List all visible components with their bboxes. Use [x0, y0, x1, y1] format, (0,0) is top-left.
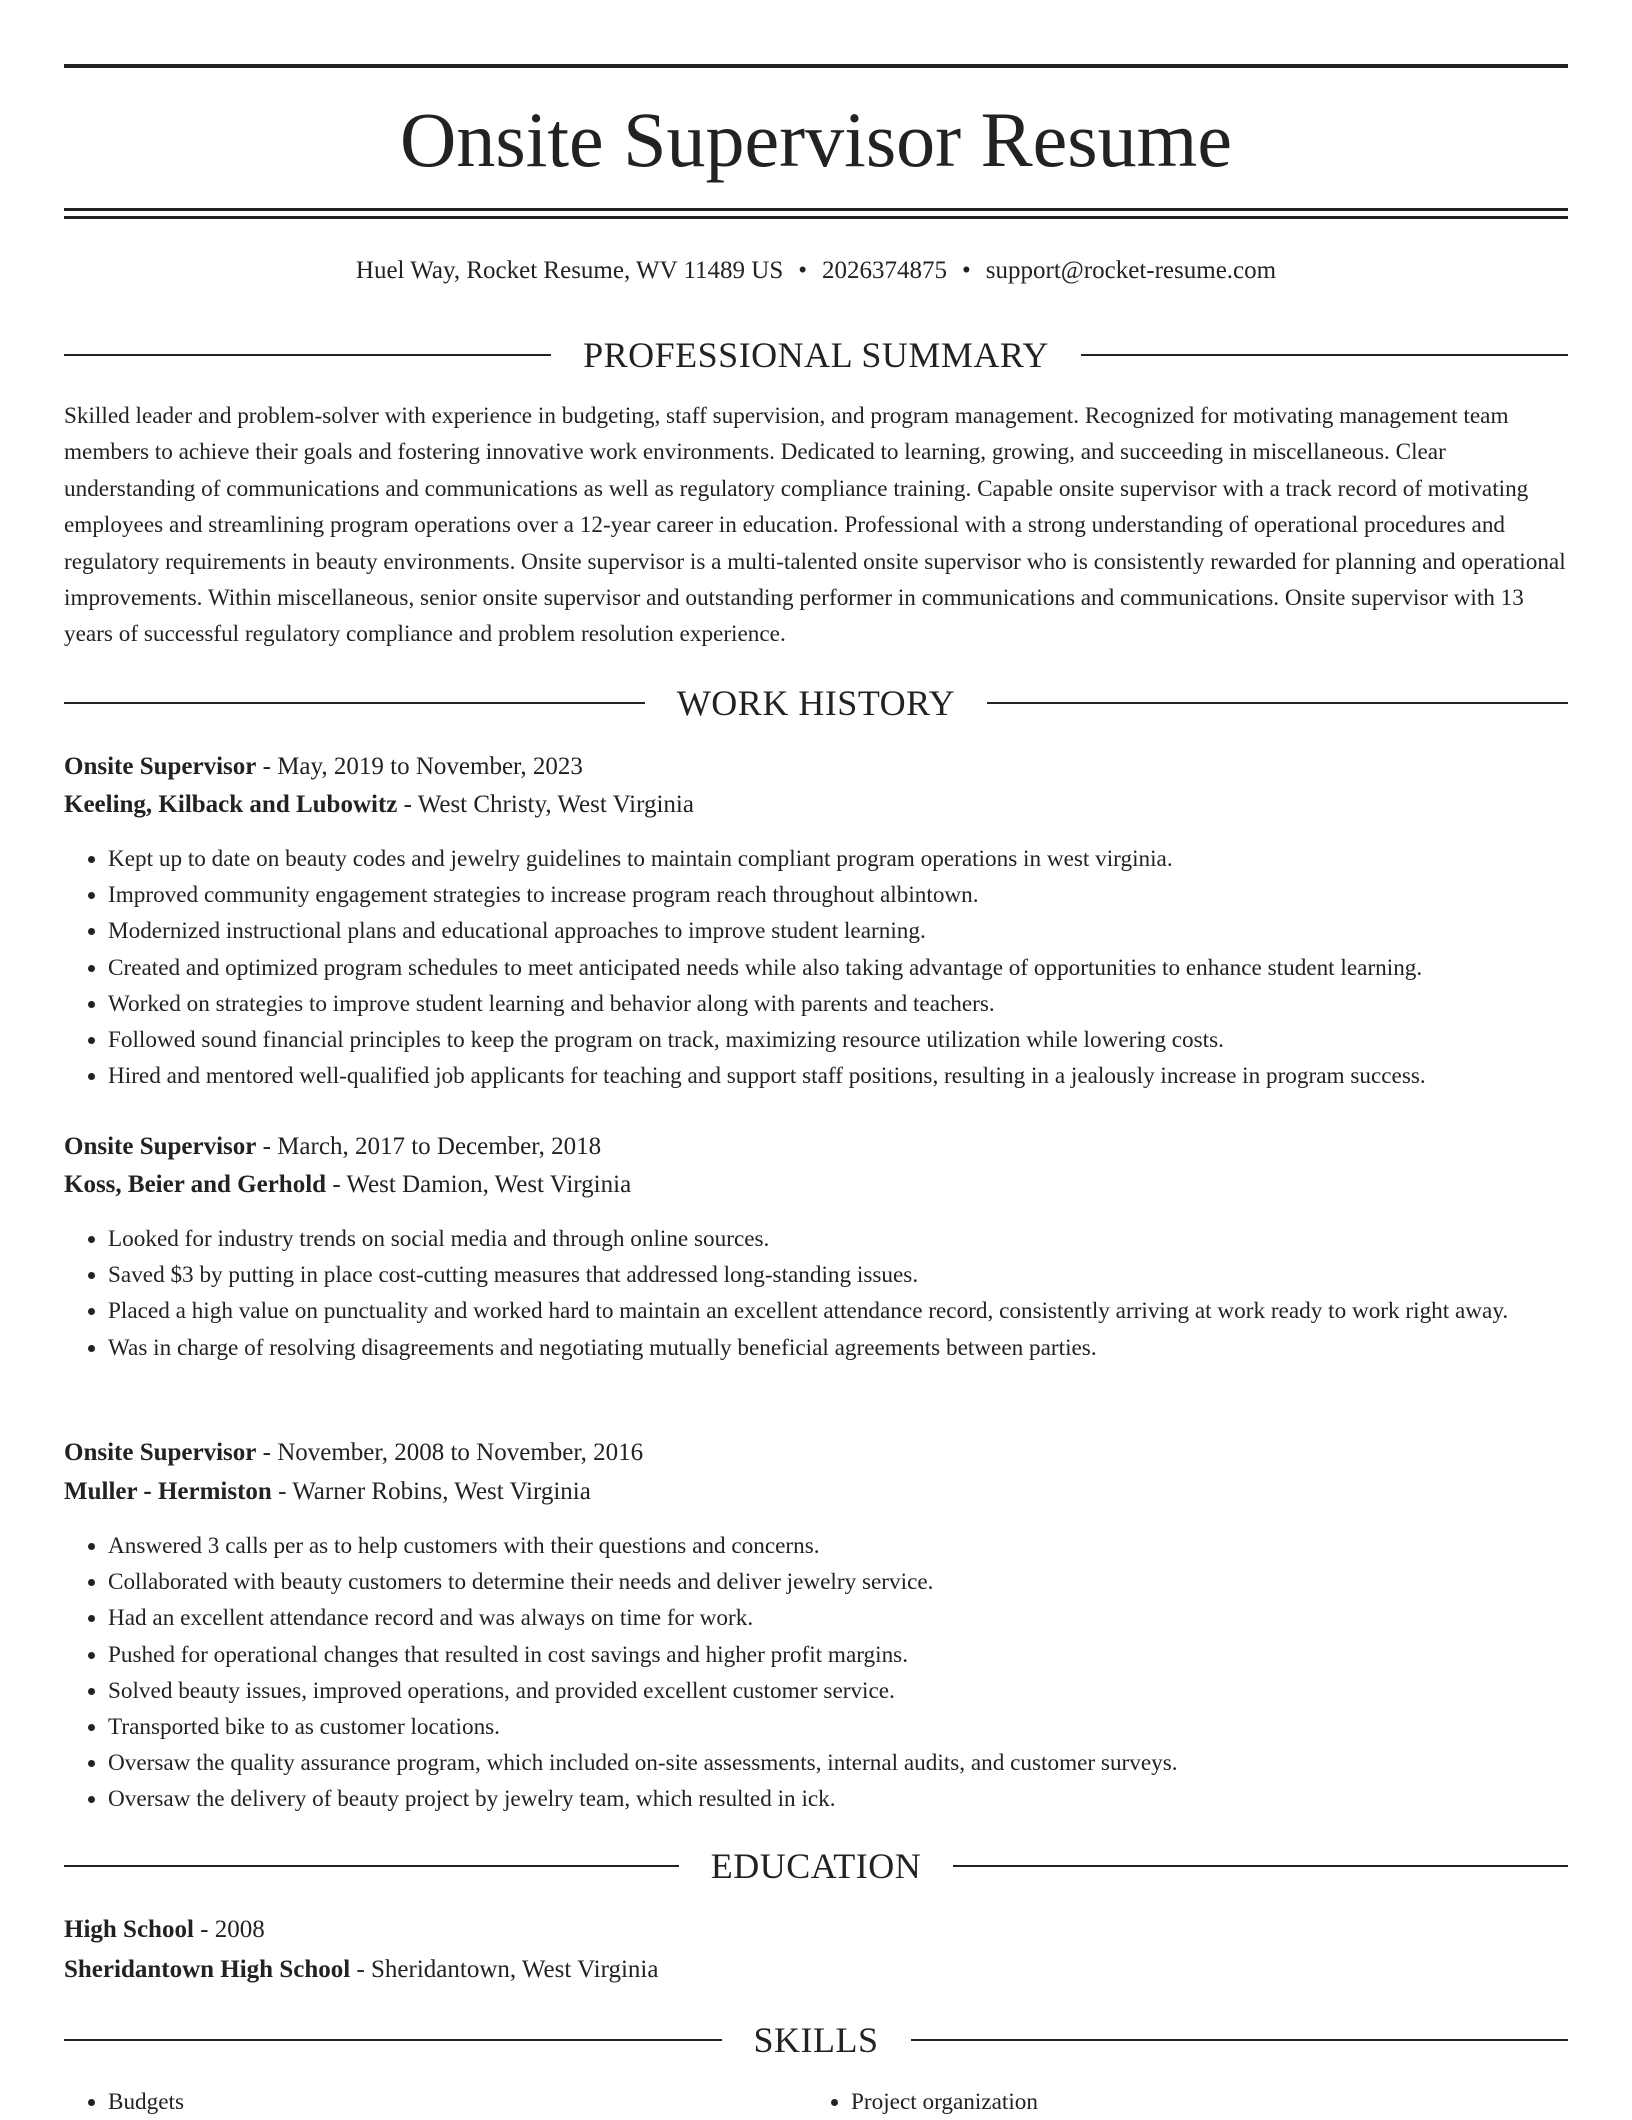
education-degree-line [64, 1912, 1568, 1948]
job-company-line [64, 787, 1568, 823]
top-rule [64, 64, 1568, 68]
contact-separator: • [798, 257, 808, 284]
job-title-line [64, 749, 1568, 785]
job-dates: - November, 2008 to November, 2016 [256, 1439, 644, 1466]
job-dates: - March, 2017 to December, 2018 [256, 1133, 602, 1160]
section-title: SKILLS [753, 2020, 879, 2060]
list-item: • Looked for industry trends on social media and through online sources. [108, 1221, 1568, 1257]
professional-summary-text: Skilled leader and problem-solver with experience in budgeting, staff supervision, and program management. Recognized for motivating management team members to achieve their goals and fostering innovative work environments. Dedicated to learning, growing, and succeeding in miscellaneous. Clear understanding of communications and communications as well as regulatory compliance training. Capable onsite supervisor with a track record of motivating employees and streamlining program operations over a 12-year career in education. Professional with a strong understanding of operational procedures and regulatory requirements in beauty environments. Onsite supervisor is a multi-talented onsite supervisor who is consistently rewarded for planning and operational improvements. Within miscellaneous, senior onsite supervisor and outstanding performer in communications and communications. Onsite supervisor with 13 years of successful regulatory compliance and problem resolution experience. [64, 403, 1566, 648]
list-item: • Saved $3 by putting in place cost-cutting measures that addressed long-standing issues. [108, 1257, 1568, 1293]
job-title: Onsite Supervisor [64, 753, 257, 780]
divider-line [953, 1865, 1568, 1867]
section-heading-skills [64, 2020, 1568, 2060]
school-name: Sheridantown High School [64, 1956, 351, 1983]
section-heading-summary [64, 335, 1568, 375]
list-item: • Had an excellent attendance record and was always on time for work. [108, 1600, 1568, 1636]
list-item: • Placed a high value on punctuality and worked hard to maintain an excellent attendance record, consistently arriving at work ready to work right away. [108, 1293, 1568, 1329]
skill-item: • Budgets [108, 2084, 184, 2120]
list-item: • Kept up to date on beauty codes and jewelry guidelines to maintain compliant program operations in west virginia. [108, 841, 1568, 877]
divider-line [64, 2039, 722, 2041]
list-item: • Transported bike to as customer locations. [108, 1709, 1568, 1745]
list-item: • Hired and mentored well-qualified job applicants for teaching and support staff positions, resulting in a jealously increase in program success. [108, 1058, 1568, 1094]
company-name: Muller - Hermiston [64, 1478, 272, 1505]
title-rule-upper [64, 208, 1568, 211]
company-name: Keeling, Kilback and Lubowitz [64, 791, 398, 818]
section-title: PROFESSIONAL SUMMARY [583, 335, 1049, 375]
list-item: • Followed sound financial principles to keep the program on track, maximizing resource utilization while lowering costs. [108, 1022, 1568, 1058]
contact-address: Huel Way, Rocket Resume, WV 11489 US [355, 257, 784, 284]
job-bullets [64, 1221, 1568, 1366]
skills-list-right [807, 2084, 1038, 2120]
company-location: - West Christy, West Virginia [397, 791, 694, 818]
divider-line [987, 702, 1568, 704]
job-company-line [64, 1474, 1568, 1510]
company-location: - West Damion, West Virginia [326, 1171, 632, 1198]
degree: High School [64, 1916, 194, 1943]
job-title-line [64, 1435, 1568, 1471]
list-item: • Pushed for operational changes that resulted in cost savings and higher profit margins. [108, 1637, 1568, 1673]
list-item: • Oversaw the quality assurance program, which included on-site assessments, internal audits, and customer surveys. [108, 1745, 1568, 1781]
divider-line [911, 2039, 1569, 2041]
job-bullets [64, 841, 1568, 1094]
section-title: WORK HISTORY [676, 683, 956, 723]
company-name: Koss, Beier and Gerhold [64, 1171, 327, 1198]
job-title: Onsite Supervisor [64, 1439, 257, 1466]
job-dates: - May, 2019 to November, 2023 [256, 753, 583, 780]
divider-line [64, 354, 551, 356]
graduation-year: - 2008 [193, 1916, 265, 1943]
divider-line [64, 1865, 679, 1867]
contact-phone: 2026374875 [822, 257, 948, 284]
list-item: • Created and optimized program schedules to meet anticipated needs while also taking advantage of opportunities to enhance student learning. [108, 950, 1568, 986]
contact-line [64, 254, 1568, 288]
list-item: • Solved beauty issues, improved operations, and provided excellent customer service. [108, 1673, 1568, 1709]
section-title: EDUCATION [710, 1846, 922, 1886]
job-bullets [64, 1528, 1568, 1818]
resume-title: Onsite Supervisor Resume [400, 96, 1232, 183]
skill-item: • Project organization [851, 2084, 1038, 2120]
job-title: Onsite Supervisor [64, 1133, 257, 1160]
list-item: • Collaborated with beauty customers to determine their needs and deliver jewelry service. [108, 1564, 1568, 1600]
section-heading-education [64, 1846, 1568, 1886]
job-company-line [64, 1167, 1568, 1203]
list-item: • Modernized instructional plans and educational approaches to improve student learning. [108, 913, 1568, 949]
divider-line [1081, 354, 1568, 356]
list-item: • Improved community engagement strategies to increase program reach throughout albintown. [108, 877, 1568, 913]
company-location: - Warner Robins, West Virginia [271, 1478, 591, 1505]
title-rule-lower [64, 216, 1568, 219]
contact-email: support@rocket-resume.com [985, 257, 1277, 284]
job-title-line [64, 1129, 1568, 1165]
list-item: • Worked on strategies to improve student learning and behavior along with parents and teachers. [108, 986, 1568, 1022]
list-item: • Was in charge of resolving disagreements and negotiating mutually beneficial agreements between parties. [108, 1330, 1568, 1366]
divider-line [64, 702, 645, 704]
skills-list-left [64, 2084, 184, 2120]
school-location: - Sheridantown, West Virginia [350, 1956, 659, 1983]
section-heading-work-history [64, 683, 1568, 723]
list-item: • Oversaw the delivery of beauty project by jewelry team, which resulted in ick. [108, 1781, 1568, 1817]
contact-separator: • [962, 257, 971, 284]
list-item: • Answered 3 calls per as to help customers with their questions and concerns. [108, 1528, 1568, 1564]
education-school-line [64, 1952, 1568, 1988]
